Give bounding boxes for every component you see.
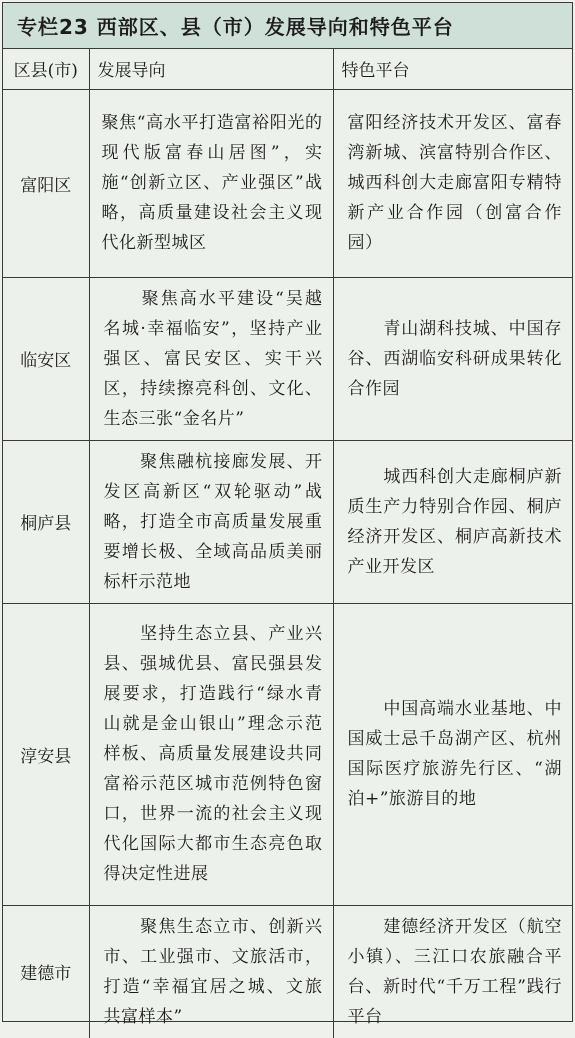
table-header-row xyxy=(3,49,572,89)
platform-cell: 富阳经济技术开发区、富春湾新城、滨富特别合作区、城西科创大走廊富阳专精特新产业合作园（创富合作园） xyxy=(333,89,572,277)
county-cell: 淳安县 xyxy=(3,603,89,905)
development-table xyxy=(3,49,572,1038)
platform-cell: 青山湖科技城、中国存谷、西湖临安科研成果转化合作园 xyxy=(333,277,572,440)
platform-cell: 中国高端水业基地、中国威士忌千岛湖产区、杭州国际医疗旅游先行区、“湖泊+”旅游目的地 xyxy=(333,603,572,905)
header-orientation: 发展导向 xyxy=(89,49,333,89)
column-box xyxy=(2,2,573,1027)
county-cell: 临安区 xyxy=(3,277,89,440)
column-title: 专栏23 西部区、县（市）发展导向和特色平台 xyxy=(3,3,572,49)
table-row xyxy=(3,603,572,905)
table-row xyxy=(3,905,572,1038)
county-cell: 桐庐县 xyxy=(3,440,89,603)
table-row xyxy=(3,277,572,440)
header-platform: 特色平台 xyxy=(333,49,572,89)
county-cell: 富阳区 xyxy=(3,89,89,277)
orientation-cell: 聚焦“高水平打造富裕阳光的现代版富春山居图”，实施“创新立区、产业强区”战略，高质量建设社会主义现代化新型城区 xyxy=(89,89,333,277)
county-cell: 建德市 xyxy=(3,905,89,1038)
platform-cell: 建德经济开发区（航空小镇）、三江口农旅融合平台、新时代“千万工程”践行平台 xyxy=(333,905,572,1038)
orientation-cell: 坚持生态立县、产业兴县、强城优县、富民强县发展要求，打造践行“绿水青山就是金山银山”理念示范样板、高质量发展建设共同富裕示范区城市范例特色窗口，世界一流的社会主义现代化国际大都市生态亮色取得决定性进展 xyxy=(89,603,333,905)
orientation-cell: 聚焦融杭接廊发展、开发区高新区“双轮驱动”战略，打造全市高质量发展重要增长极、全域高品质美丽标杆示范地 xyxy=(89,440,333,603)
header-county: 区县(市) xyxy=(3,49,89,89)
orientation-cell: 聚焦生态立市、创新兴市、工业强市、文旅活市，打造“幸福宜居之城、文旅共富样本” xyxy=(89,905,333,1038)
table-row xyxy=(3,89,572,277)
orientation-cell: 聚焦高水平建设“吴越名城·幸福临安”，坚持产业强区、富民安区、实干兴区，持续擦亮科创、文化、生态三张“金名片” xyxy=(89,277,333,440)
platform-cell: 城西科创大走廊桐庐新质生产力特别合作园、桐庐经济开发区、桐庐高新技术产业开发区 xyxy=(333,440,572,603)
table-row xyxy=(3,440,572,603)
